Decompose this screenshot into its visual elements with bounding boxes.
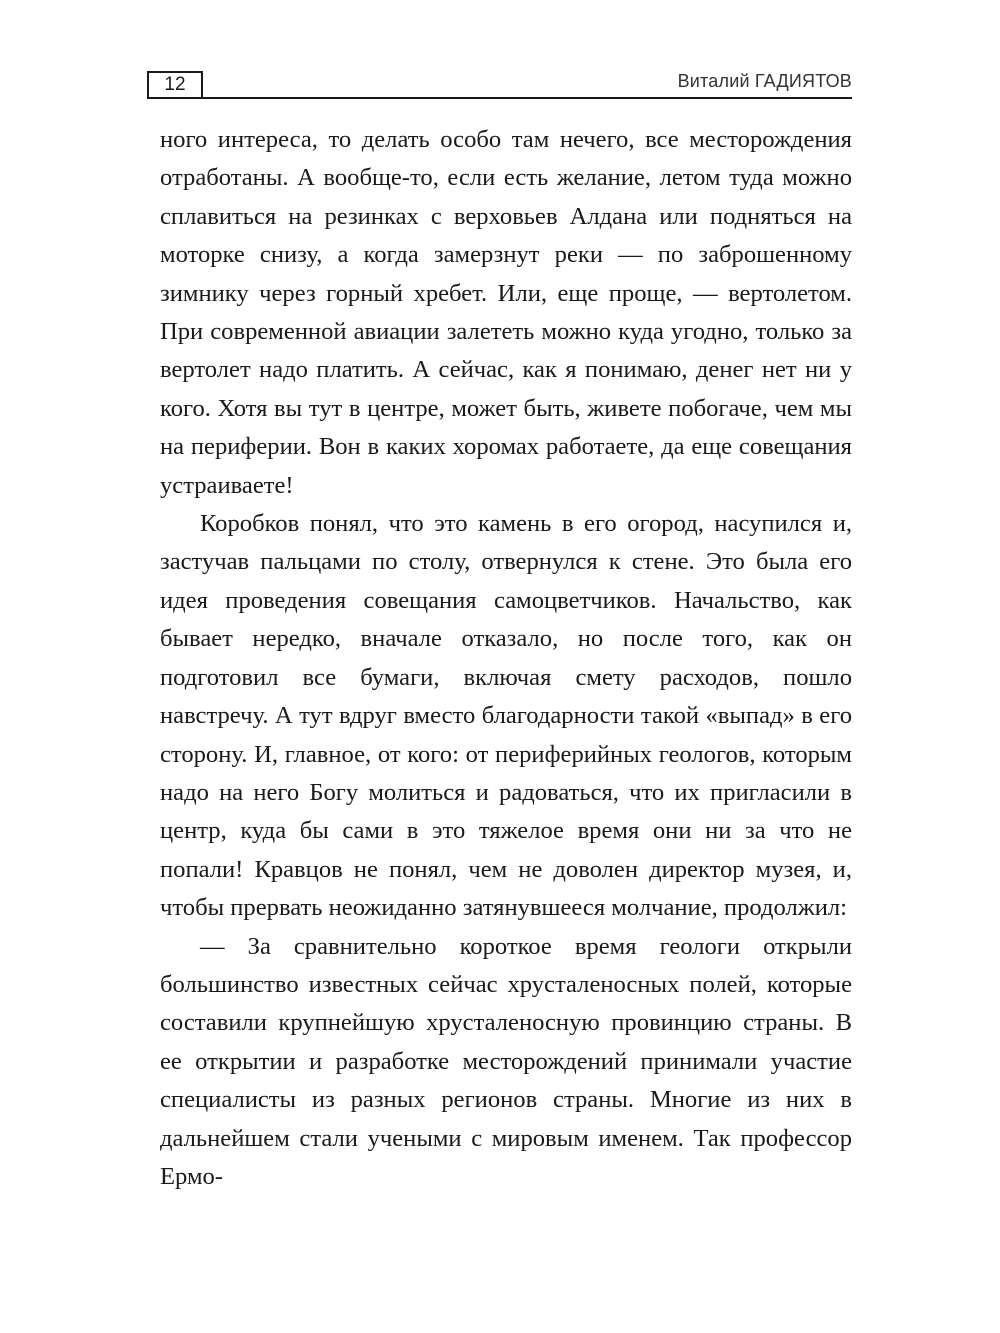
paragraph-2: Коробков понял, что это камень в его огород, насупился и, застучав пальцами по столу, отвернулся к стене. Это была его идея проведения совещания самоцветчиков. Начальство, как бывает нередко, вначале отказало, но после того, как он подготовил все бумаги, включая смету расходов, пошло навстречу. А тут вдруг вместо благодарности такой «выпад» в его сторону. И, главное, от кого: от периферийных геологов, которым надо на него Богу молиться и радоваться, что их пригласили в центр, куда бы сами в это тяжелое время они ни за что не попали! Кравцов не понял, чем не доволен директор музея, и, чтобы прервать неожиданно затянувшееся молчание, продолжил: <box>160 510 852 922</box>
page-body <box>160 121 852 1196</box>
paragraph-1: ного интереса, то делать особо там нечего, все месторождения отработаны. А вообще-то, если есть желание, летом туда можно сплавиться на резинках с верховьев Алдана или подняться на моторке снизу, а когда замерзнут реки — по заброшенному зимнику через горный хребет. Или, еще проще, — вертолетом. При современной авиации залететь можно куда угодно, только за вертолет надо платить. А сейчас, как я понимаю, денег нет ни у кого. Хотя вы тут в центре, может быть, живете побогаче, чем мы на периферии. Вон в каких хоромах работаете, да еще совещания устраиваете! <box>160 126 852 499</box>
paragraph-3: — За сравнительно короткое время геологи открыли большинство известных сейчас хрусталеносных полей, которые составили крупнейшую хрусталеносную провинцию страны. В ее открытии и разработке месторождений принимали участие специалисты из разных регионов страны. Многие из них в дальнейшем стали учеными с мировым именем. Так профессор Ермо- <box>160 932 852 1190</box>
page-header <box>147 69 852 99</box>
header-rule <box>147 97 852 99</box>
running-head-author: Виталий ГАДИЯТОВ <box>677 71 852 91</box>
page-number: 12 <box>147 71 203 97</box>
